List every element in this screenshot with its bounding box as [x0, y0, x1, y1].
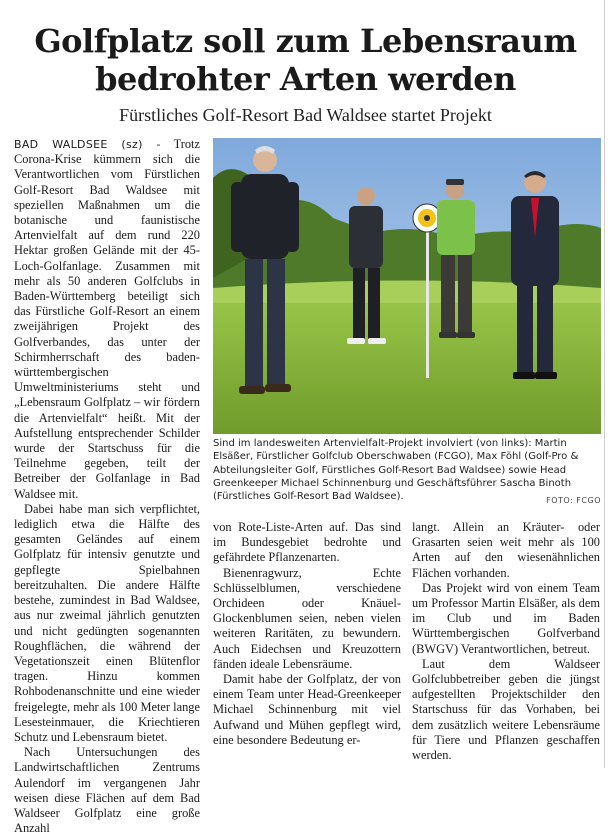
paragraph-1-text: Trotz Corona-Krise kümmern sich die Verantwortlichen vom Fürstlichen Golf-Resort Bad Waldsee mit speziellen Maßnahmen um die botanische und faunistische Artenvielfalt auf dem rund 220 Hektar großen Gelände mit der 45-Loch-Golfanlage. Zusammen mit mehr als 50 anderen Golfclubs in Baden-Württemberg beteiligt sich das Fürstliche Golf-Resort an einem zweijährigen Projekt des Golfverbandes, das unter der Schirmherrschaft des baden-württembergischen Umweltministeriums steht und „Lebensraum Golfplatz – wir fördern die Artenvielfalt“ heißt. Mit der Aufstellung entsprechender Schilder wurde der Startschuss für die Teilnehme gegeben, teilt der Betreiber der Golfanlage in Bad Waldsee mit.	[14, 137, 200, 501]
paragraph-1	[14, 137, 200, 502]
subheadline: Fürstliches Golf-Resort Bad Waldsee startet Projekt	[119, 105, 492, 125]
col2-paragraph-3: Damit habe der Golfplatz, der von einem Team unter Head-Greenkeeper Michael Schinnenburg mit viel Aufwand und Mühen gepflegt wird, eine besondere Bedeutung er-	[213, 672, 401, 747]
paragraph-2: Dabei habe man sich verpflichtet, lediglich etwa die Hälfte des gesamten Geländes auf einem Golfplatz für intensiv genutzte und gepflegte Spielbahnen bereitzuhalten. Die andere Hälfte bestehe, zumindest in Bad Waldsee, aus nur zweimal jährlich genutzten und nicht gedüngten sogenannten Roughflächen, die während der Vegetationszeit einen Blütenflor tragen. Hinzu kommen Rohbodenanschnitte und eine wieder freigelegte, mehr als 100 Meter lange Lesesteinmauer, die Kriechtieren Schutz und Lebensraum bietet.	[14, 501, 200, 744]
headline	[0, 22, 611, 98]
col2-paragraph-1: von Rote-Liste-Arten auf. Das sind im Bundesgebiet bedrohte und gefährdete Pflanzenarten.	[213, 520, 401, 565]
column-1	[14, 137, 200, 836]
headline-line-1: Golfplatz soll zum Lebensraum	[34, 22, 577, 60]
column-3	[412, 520, 600, 763]
col3-paragraph-1: langt. Allein an Kräuter- oder Grasarten seien weit mehr als 100 Arten auf den wiesenähnlichen Flächen vorhanden.	[412, 520, 600, 580]
column-2	[213, 520, 401, 760]
headline-line-2: bedrohter Arten werden	[95, 60, 516, 98]
photo-illustration	[213, 138, 601, 434]
col2-paragraph-2: Bienenragwurz, Echte Schlüsselblumen, verschiedene Orchideen oder Knäuel-Glockenblumen seien, neben vielen weiteren Raritäten, zu bewundern. Auch Eidechsen und Kreuzottern fänden ideale Lebensräume.	[213, 565, 401, 671]
photo-caption: Sind im landesweiten Artenvielfalt-Projekt involviert (von links): Martin Elsäßer, Fürstlicher Golfclub Oberschwaben (FCGO), Max Föhl (Golf-Pro & Abteilungsleiter Golf, Fürstliches Golf-Resort Bad Waldsee) sowie Head Greenkeeper Michael Schinnenburg und Geschäftsführer Sascha Binoth (Fürstliches Golf-Resort Bad Waldsee).	[213, 438, 579, 503]
col3-paragraph-3: Laut dem Waldseer Golfclubbetreiber geben die jüngst aufgestellten Projektschilder den Startschuss für das Vorhaben, bei dem zusätzlich weitere Lebensräume für Tiere und Pflanzen geschaffen werden.	[412, 656, 600, 763]
paragraph-3: Nach Untersuchungen des Landwirtschaftlichen Zentrums Aulendorf im vergangenen Jahr weisen diese Flächen auf dem Bad Waldseer Golfplatz eine große Anzahl	[14, 745, 200, 836]
col3-paragraph-2: Das Projekt wird von einem Team um Professor Martin Elsäßer, als dem im Club und im Baden Württembergischen Golfverband (BWGV) Verantwortlichen, betreut.	[412, 580, 600, 656]
photo-credit: FOTO: FCGO	[546, 496, 601, 505]
dateline: BAD WALDSEE (sz) -	[14, 138, 161, 151]
article-photo	[213, 138, 601, 434]
